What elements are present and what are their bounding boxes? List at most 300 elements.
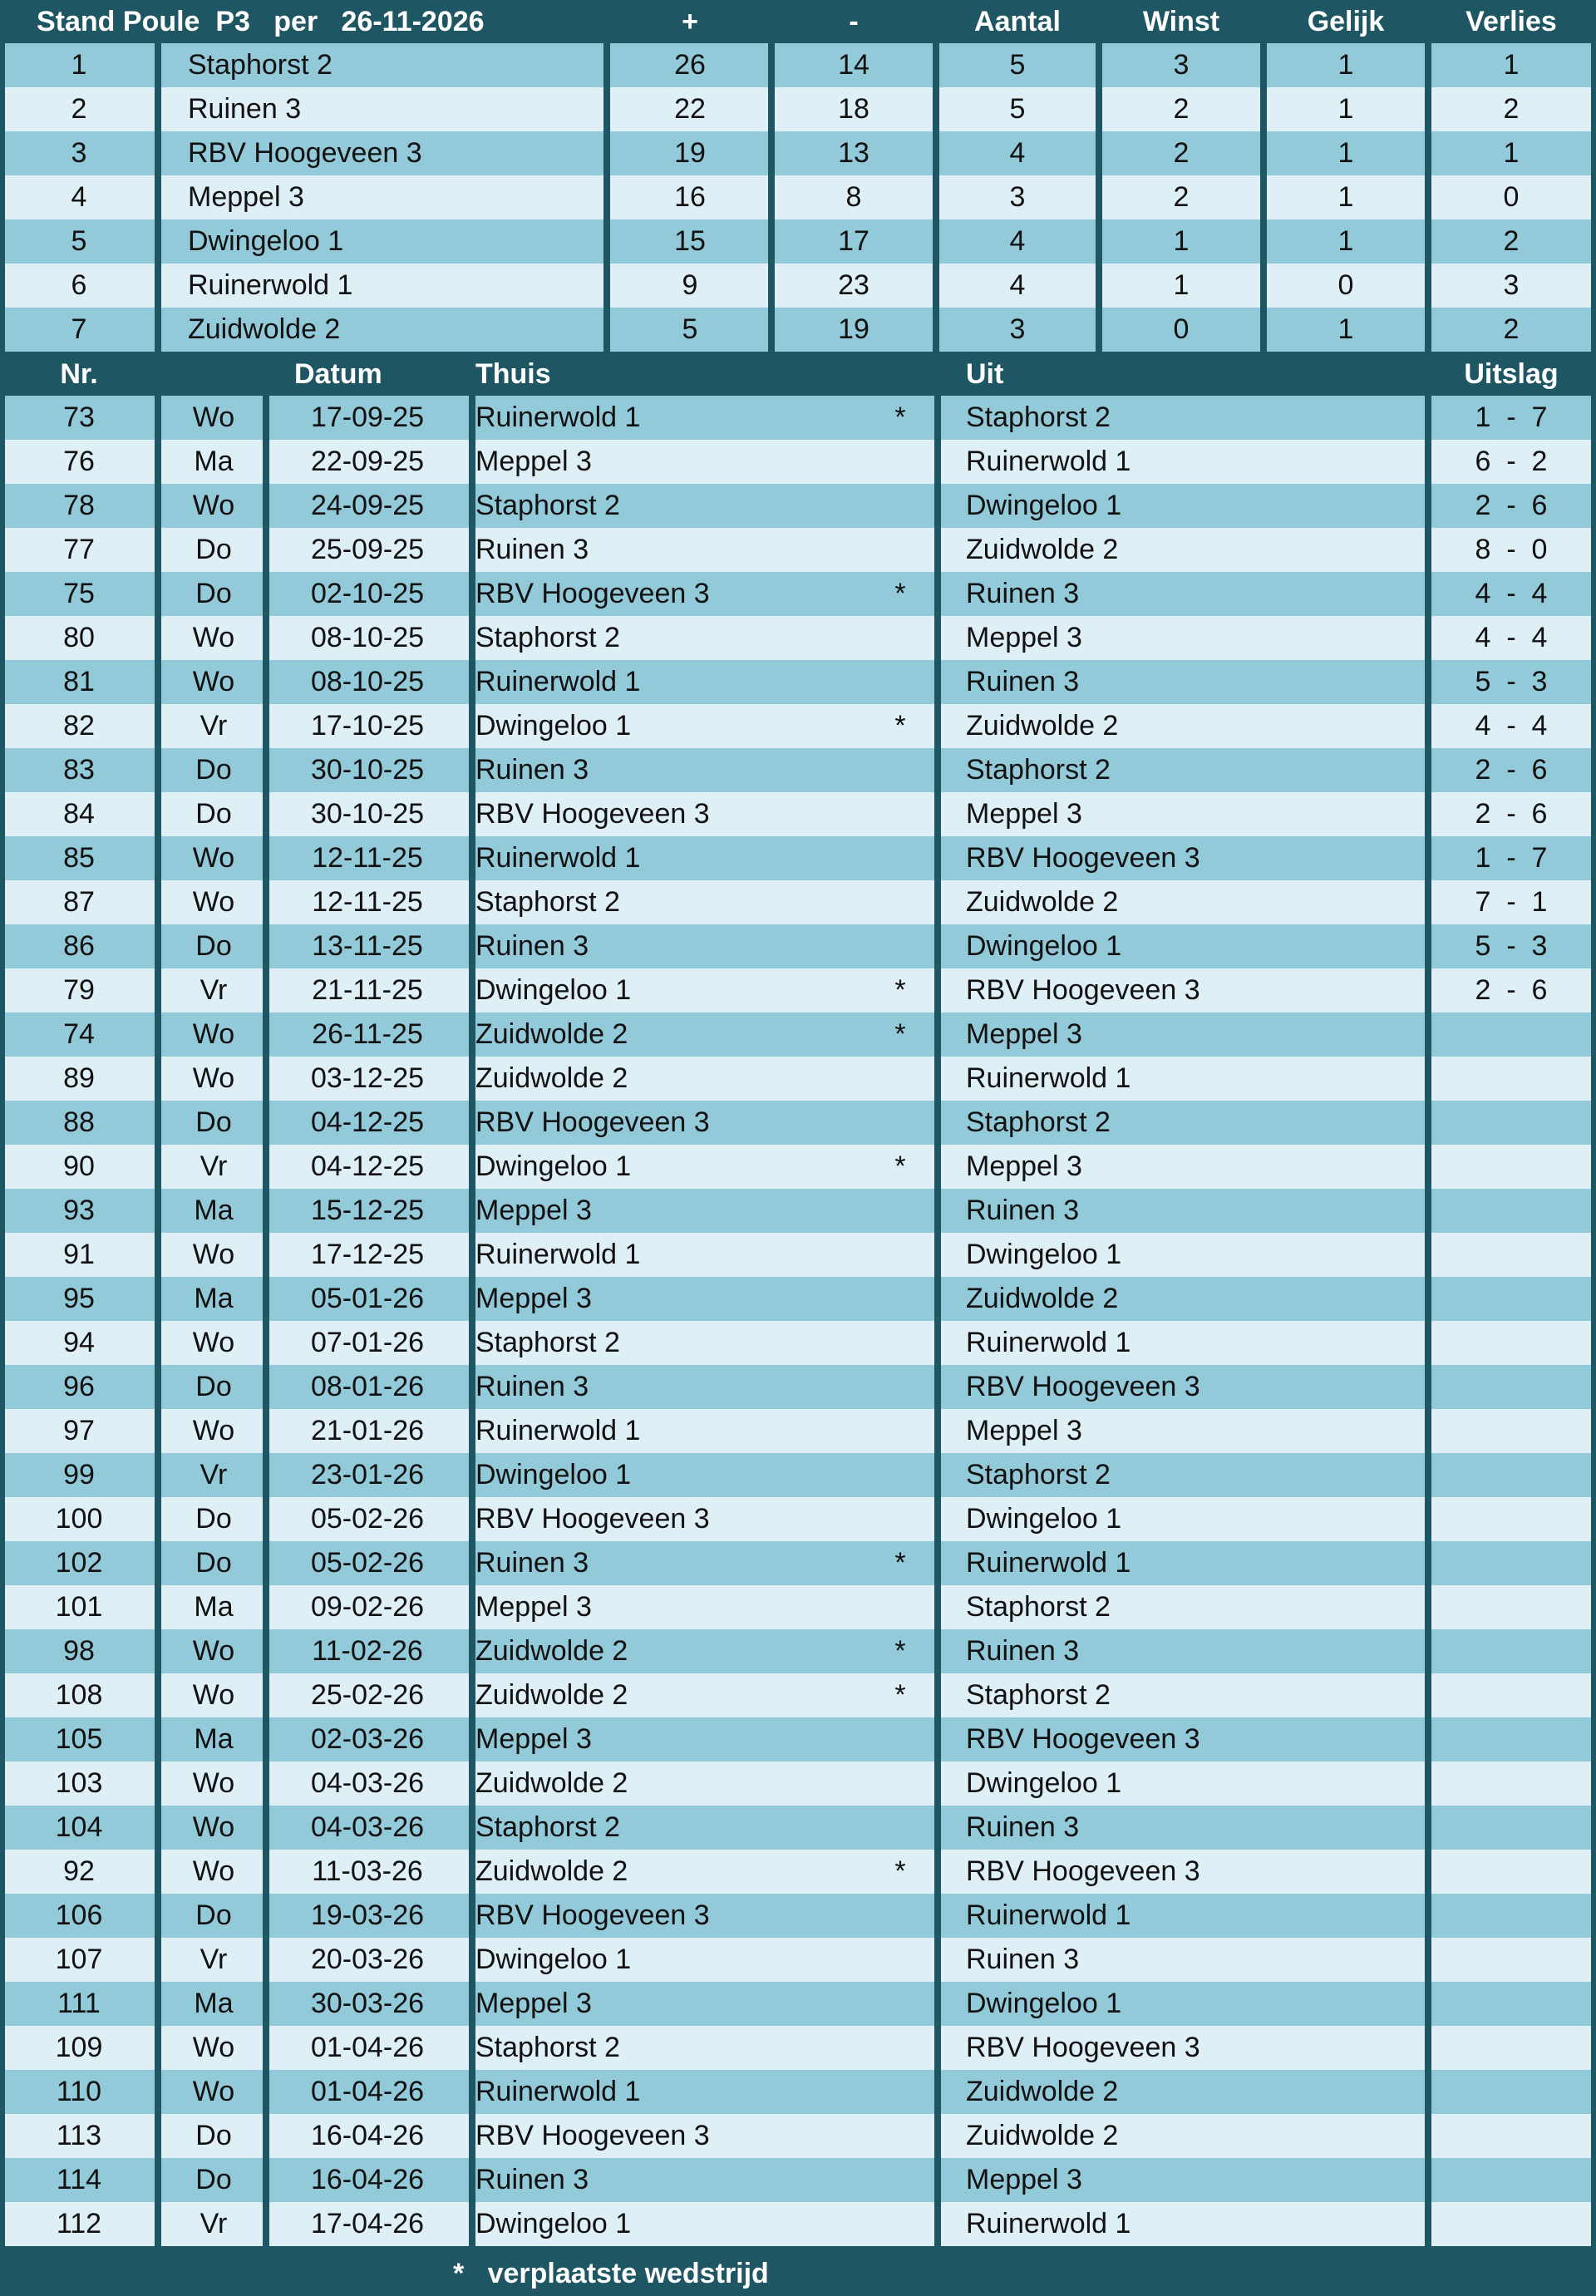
- cell-uitslag: [1431, 1497, 1591, 1541]
- cell-winst: 1: [1173, 269, 1190, 301]
- cell-dag: Ma: [194, 1723, 234, 1755]
- cell-uitslag: [1431, 2202, 1591, 2246]
- cell-dag: Ma: [194, 1195, 234, 1226]
- cell-gelijk: 1: [1337, 49, 1354, 81]
- cell-uitslag: [1431, 1321, 1591, 1365]
- cell-dag: Ma: [194, 1283, 234, 1314]
- cell-thuis: Dwingeloo 1: [475, 1944, 632, 1975]
- cell-uitslag: 2 - 6: [1475, 754, 1548, 786]
- cell-uitslag: [1431, 1057, 1591, 1101]
- cell-plus: 26: [674, 49, 706, 81]
- cell-datum: 05-01-26: [310, 1283, 425, 1314]
- cell-pos: 1: [71, 49, 87, 81]
- cell-winst: 1: [1173, 225, 1190, 257]
- cell-nr: 76: [63, 446, 95, 477]
- cell-uit: Ruinen 3: [966, 1944, 1080, 1975]
- cell-dag: Wo: [192, 1811, 235, 1843]
- cell-nr: 98: [63, 1635, 95, 1667]
- cell-uitslag: 2 - 6: [1475, 798, 1548, 830]
- cell-thuis: RBV Hoogeveen 3: [475, 1106, 710, 1138]
- cell-uitslag: [1431, 1761, 1591, 1806]
- cell-pos: 7: [71, 313, 87, 345]
- cell-ster: [876, 1717, 924, 1761]
- cell-nr: 96: [63, 1371, 95, 1402]
- schedule-row: [0, 1233, 1596, 1277]
- cell-datum: 01-04-26: [310, 2032, 425, 2063]
- schedule-row: [0, 528, 1596, 572]
- cell-team: Ruinen 3: [188, 93, 302, 125]
- header-aantal: Aantal: [974, 6, 1061, 37]
- cell-thuis: Ruinerwold 1: [475, 842, 641, 874]
- cell-plus: 22: [674, 93, 706, 125]
- cell-uitslag: [1431, 1673, 1591, 1717]
- cell-thuis: Zuidwolde 2: [475, 1018, 628, 1050]
- column-divider: [1591, 43, 1596, 2246]
- cell-dag: Do: [195, 578, 232, 609]
- schedule-row: [0, 660, 1596, 704]
- cell-pos: 3: [71, 137, 87, 169]
- cell-uit: Zuidwolde 2: [966, 2076, 1119, 2107]
- cell-uitslag: 2 - 6: [1475, 490, 1548, 521]
- cell-gelijk: 1: [1337, 313, 1354, 345]
- cell-uitslag: [1431, 1585, 1591, 1629]
- column-divider: [1425, 43, 1431, 352]
- cell-dag: Wo: [192, 402, 235, 433]
- column-divider: [155, 396, 161, 2246]
- cell-nr: 82: [63, 710, 95, 742]
- cell-uit: RBV Hoogeveen 3: [966, 1855, 1200, 1887]
- cell-ster: [876, 2114, 924, 2158]
- cell-minus: 13: [838, 137, 869, 169]
- cell-dag: Do: [195, 2120, 232, 2151]
- cell-verlies: 2: [1503, 93, 1520, 125]
- cell-datum: 12-11-25: [312, 886, 423, 918]
- cell-datum: 17-12-25: [310, 1239, 425, 1270]
- schedule-row: [0, 748, 1596, 792]
- cell-uitslag: 2 - 6: [1475, 974, 1548, 1006]
- cell-nr: 80: [63, 622, 95, 653]
- cell-nr: 103: [55, 1767, 103, 1799]
- cell-nr: 84: [63, 798, 95, 830]
- cell-uitslag: [1431, 1541, 1591, 1585]
- column-divider: [933, 43, 939, 352]
- cell-uit: Ruinerwold 1: [966, 2208, 1131, 2239]
- header-nr: Nr.: [60, 358, 98, 390]
- cell-ster: [876, 660, 924, 704]
- cell-thuis: Staphorst 2: [475, 886, 620, 918]
- cell-datum: 17-10-25: [310, 710, 425, 742]
- cell-datum: 09-02-26: [310, 1591, 425, 1623]
- schedule-row: [0, 924, 1596, 968]
- cell-uit: Meppel 3: [966, 1018, 1082, 1050]
- cell-nr: 112: [56, 2208, 102, 2239]
- cell-datum: 26-11-25: [312, 1018, 423, 1050]
- cell-minus: 17: [838, 225, 869, 257]
- cell-ster: [876, 792, 924, 836]
- cell-ster: [876, 528, 924, 572]
- cell-thuis: RBV Hoogeveen 3: [475, 1899, 710, 1931]
- cell-uitslag: [1431, 1629, 1591, 1673]
- cell-uitslag: [1431, 1894, 1591, 1938]
- cell-nr: 77: [63, 534, 95, 565]
- cell-datum: 17-04-26: [310, 2208, 425, 2239]
- schedule-row: [0, 440, 1596, 484]
- cell-uitslag: [1431, 1277, 1591, 1321]
- cell-uit: Meppel 3: [966, 798, 1082, 830]
- standings-header: [0, 0, 1596, 43]
- cell-dag: Wo: [192, 1855, 235, 1887]
- cell-ster: [876, 1057, 924, 1101]
- footer-note-bar: [0, 2251, 1596, 2296]
- cell-datum: 24-09-25: [310, 490, 425, 521]
- cell-thuis: Meppel 3: [475, 1723, 592, 1755]
- cell-thuis: Ruinen 3: [475, 754, 589, 786]
- cell-gelijk: 1: [1337, 225, 1354, 257]
- cell-thuis: Ruinen 3: [475, 930, 589, 962]
- schedule-row: [0, 396, 1596, 440]
- cell-thuis: Dwingeloo 1: [475, 710, 632, 742]
- cell-ster: [876, 836, 924, 880]
- header-uit: Uit: [966, 358, 1004, 390]
- cell-uitslag: [1431, 2158, 1591, 2202]
- cell-uit: RBV Hoogeveen 3: [966, 974, 1200, 1006]
- schedule-row: [0, 1761, 1596, 1806]
- schedule-row: [0, 1982, 1596, 2026]
- cell-nr: 100: [55, 1503, 103, 1535]
- cell-uit: Dwingeloo 1: [966, 1239, 1122, 1270]
- column-divider: [263, 396, 269, 2246]
- cell-team: Dwingeloo 1: [188, 225, 344, 257]
- cell-thuis: Ruinerwold 1: [475, 666, 641, 697]
- cell-thuis: Ruinerwold 1: [475, 1239, 641, 1270]
- cell-ster: [876, 1761, 924, 1806]
- cell-uitslag: 7 - 1: [1475, 886, 1548, 918]
- cell-dag: Do: [195, 930, 232, 962]
- standings-row: [0, 264, 1596, 308]
- cell-thuis: Zuidwolde 2: [475, 1679, 628, 1711]
- cell-uit: Dwingeloo 1: [966, 490, 1122, 521]
- cell-pos: 4: [71, 181, 87, 213]
- cell-plus: 19: [674, 137, 706, 169]
- cell-uitslag: [1431, 2070, 1591, 2114]
- schedule-row: [0, 1497, 1596, 1541]
- cell-thuis: Ruinen 3: [475, 1371, 589, 1402]
- cell-datum: 30-10-25: [310, 798, 425, 830]
- cell-dag: Do: [195, 754, 232, 786]
- cell-datum: 02-03-26: [310, 1723, 425, 1755]
- cell-uit: Ruinen 3: [966, 666, 1080, 697]
- cell-nr: 95: [63, 1283, 95, 1314]
- footer-note: * verplaatste wedstrijd: [453, 2258, 769, 2289]
- cell-thuis: RBV Hoogeveen 3: [475, 798, 710, 830]
- schedule-row: [0, 1717, 1596, 1761]
- cell-uit: Staphorst 2: [966, 1679, 1111, 1711]
- cell-uit: Zuidwolde 2: [966, 2120, 1119, 2151]
- header-plus: +: [682, 6, 698, 37]
- cell-dag: Do: [195, 534, 232, 565]
- cell-dag: Do: [195, 1547, 232, 1579]
- cell-uit: Meppel 3: [966, 622, 1082, 653]
- schedule-row: [0, 836, 1596, 880]
- cell-uitslag: 6 - 2: [1475, 446, 1548, 477]
- cell-dag: Wo: [192, 1327, 235, 1358]
- cell-uitslag: [1431, 1850, 1591, 1894]
- cell-dag: Do: [195, 798, 232, 830]
- cell-ster: [876, 1189, 924, 1233]
- schedule-row: [0, 1673, 1596, 1717]
- cell-uit: Ruinen 3: [966, 1195, 1080, 1226]
- column-divider: [1096, 43, 1102, 352]
- cell-ster: [876, 880, 924, 924]
- cell-minus: 23: [838, 269, 869, 301]
- cell-ster: [876, 2158, 924, 2202]
- cell-uit: Staphorst 2: [966, 1591, 1111, 1623]
- cell-nr: 89: [63, 1062, 95, 1094]
- cell-dag: Wo: [192, 1062, 235, 1094]
- cell-uit: Dwingeloo 1: [966, 1503, 1122, 1535]
- cell-ster: [876, 1321, 924, 1365]
- cell-thuis: Dwingeloo 1: [475, 974, 632, 1006]
- header-verlies: Verlies: [1465, 6, 1557, 37]
- cell-nr: 81: [63, 666, 95, 697]
- cell-ster: [876, 2202, 924, 2246]
- cell-ster: [876, 484, 924, 528]
- cell-thuis: Meppel 3: [475, 1195, 592, 1226]
- cell-datum: 19-03-26: [310, 1899, 425, 1931]
- cell-gelijk: 1: [1337, 137, 1354, 169]
- cell-ster: *: [894, 1018, 906, 1050]
- cell-nr: 101: [55, 1591, 103, 1623]
- cell-dag: Wo: [192, 886, 235, 918]
- cell-dag: Wo: [192, 1635, 235, 1667]
- cell-ster: [876, 1806, 924, 1850]
- cell-ster: [876, 1233, 924, 1277]
- cell-nr: 75: [63, 578, 95, 609]
- cell-uitslag: [1431, 1145, 1591, 1189]
- schedule-row: [0, 1101, 1596, 1145]
- cell-datum: 08-01-26: [310, 1371, 425, 1402]
- cell-ster: [876, 2070, 924, 2114]
- cell-uitslag: 8 - 0: [1475, 534, 1548, 565]
- cell-nr: 87: [63, 886, 95, 918]
- cell-team: Meppel 3: [188, 181, 304, 213]
- cell-datum: 05-02-26: [310, 1503, 425, 1535]
- cell-verlies: 1: [1503, 137, 1520, 169]
- cell-thuis: Staphorst 2: [475, 1811, 620, 1843]
- cell-ster: [876, 1101, 924, 1145]
- schedule-row: [0, 1894, 1596, 1938]
- schedule-row: [0, 2158, 1596, 2202]
- cell-uitslag: [1431, 1409, 1591, 1453]
- cell-uit: Zuidwolde 2: [966, 1283, 1119, 1314]
- standings-title: Stand Poule P3 per 26-11-2026: [37, 6, 485, 37]
- cell-datum: 02-10-25: [310, 578, 425, 609]
- cell-uitslag: 4 - 4: [1475, 710, 1548, 742]
- cell-datum: 22-09-25: [310, 446, 425, 477]
- cell-dag: Wo: [192, 1415, 235, 1446]
- cell-ster: *: [894, 1679, 906, 1711]
- cell-uitslag: [1431, 2026, 1591, 2070]
- cell-ster: *: [894, 1635, 906, 1667]
- cell-minus: 18: [838, 93, 869, 125]
- cell-verlies: 2: [1503, 313, 1520, 345]
- cell-gelijk: 0: [1337, 269, 1354, 301]
- cell-dag: Do: [195, 1106, 232, 1138]
- cell-nr: 107: [55, 1944, 103, 1975]
- cell-uit: Ruinerwold 1: [966, 1062, 1131, 1094]
- cell-uit: Meppel 3: [966, 2164, 1082, 2195]
- schedule-row: [0, 2026, 1596, 2070]
- cell-pos: 6: [71, 269, 87, 301]
- cell-team: Ruinerwold 1: [188, 269, 353, 301]
- standings-row: [0, 308, 1596, 352]
- cell-thuis: Meppel 3: [475, 1988, 592, 2019]
- cell-ster: [876, 1453, 924, 1497]
- cell-nr: 113: [56, 2120, 102, 2151]
- cell-aantal: 5: [1009, 49, 1026, 81]
- cell-datum: 25-09-25: [310, 534, 425, 565]
- cell-dag: Do: [195, 1503, 232, 1535]
- cell-minus: 19: [838, 313, 869, 345]
- cell-uit: Dwingeloo 1: [966, 1767, 1122, 1799]
- cell-uit: RBV Hoogeveen 3: [966, 1723, 1200, 1755]
- cell-thuis: Ruinen 3: [475, 534, 589, 565]
- cell-datum: 20-03-26: [310, 1944, 425, 1975]
- cell-datum: 04-12-25: [310, 1150, 425, 1182]
- cell-uit: Ruinen 3: [966, 1811, 1080, 1843]
- header-datum: Datum: [294, 358, 382, 390]
- cell-nr: 90: [63, 1150, 95, 1182]
- cell-nr: 110: [56, 2076, 102, 2107]
- cell-dag: Do: [195, 2164, 232, 2195]
- cell-dag: Vr: [200, 2208, 228, 2239]
- cell-uitslag: [1431, 2114, 1591, 2158]
- cell-ster: [876, 440, 924, 484]
- cell-thuis: Ruinerwold 1: [475, 2076, 641, 2107]
- cell-thuis: RBV Hoogeveen 3: [475, 578, 710, 609]
- cell-uitslag: [1431, 1938, 1591, 1982]
- cell-pos: 5: [71, 225, 87, 257]
- cell-nr: 105: [55, 1723, 103, 1755]
- cell-thuis: Meppel 3: [475, 1283, 592, 1314]
- cell-datum: 30-03-26: [310, 1988, 425, 2019]
- cell-uit: Ruinerwold 1: [966, 446, 1131, 477]
- schedule-header: [0, 352, 1596, 396]
- cell-datum: 23-01-26: [310, 1459, 425, 1490]
- header-minus: -: [849, 6, 859, 37]
- cell-nr: 94: [63, 1327, 95, 1358]
- cell-uit: Ruinerwold 1: [966, 1899, 1131, 1931]
- cell-aantal: 3: [1009, 181, 1026, 213]
- cell-ster: [876, 1585, 924, 1629]
- cell-datum: 05-02-26: [310, 1547, 425, 1579]
- cell-uit: RBV Hoogeveen 3: [966, 2032, 1200, 2063]
- cell-uit: RBV Hoogeveen 3: [966, 842, 1200, 874]
- cell-aantal: 4: [1009, 137, 1026, 169]
- cell-datum: 15-12-25: [310, 1195, 425, 1226]
- schedule-row: [0, 1938, 1596, 1982]
- cell-thuis: Dwingeloo 1: [475, 1150, 632, 1182]
- schedule-row: [0, 2070, 1596, 2114]
- cell-dag: Wo: [192, 1679, 235, 1711]
- cell-uitslag: 4 - 4: [1475, 578, 1548, 609]
- cell-thuis: Ruinerwold 1: [475, 1415, 641, 1446]
- cell-verlies: 0: [1503, 181, 1520, 213]
- cell-datum: 04-03-26: [310, 1811, 425, 1843]
- cell-uitslag: 4 - 4: [1475, 622, 1548, 653]
- schedule-row: [0, 1145, 1596, 1189]
- cell-nr: 86: [63, 930, 95, 962]
- cell-uit: Zuidwolde 2: [966, 710, 1119, 742]
- cell-uitslag: 1 - 7: [1475, 402, 1548, 433]
- cell-ster: *: [894, 1150, 906, 1182]
- cell-ster: [876, 1365, 924, 1409]
- cell-minus: 8: [845, 181, 862, 213]
- cell-datum: 16-04-26: [310, 2164, 425, 2195]
- cell-uit: Dwingeloo 1: [966, 1988, 1122, 2019]
- cell-thuis: Staphorst 2: [475, 1327, 620, 1358]
- cell-dag: Wo: [192, 666, 235, 697]
- cell-datum: 13-11-25: [312, 930, 423, 962]
- cell-thuis: Staphorst 2: [475, 490, 620, 521]
- schedule-row: [0, 1189, 1596, 1233]
- cell-ster: [876, 748, 924, 792]
- cell-winst: 3: [1173, 49, 1190, 81]
- cell-thuis: RBV Hoogeveen 3: [475, 1503, 710, 1535]
- cell-aantal: 5: [1009, 93, 1026, 125]
- cell-uit: Ruinen 3: [966, 578, 1080, 609]
- cell-ster: *: [894, 974, 906, 1006]
- cell-uit: Zuidwolde 2: [966, 534, 1119, 565]
- cell-thuis: Zuidwolde 2: [475, 1855, 628, 1887]
- cell-pos: 2: [71, 93, 87, 125]
- cell-ster: *: [894, 578, 906, 609]
- cell-dag: Wo: [192, 842, 235, 874]
- cell-uitslag: [1431, 1453, 1591, 1497]
- cell-ster: [876, 616, 924, 660]
- schedule-row: [0, 1365, 1596, 1409]
- cell-dag: Ma: [194, 1988, 234, 2019]
- cell-dag: Vr: [200, 974, 228, 1006]
- cell-nr: 99: [63, 1459, 95, 1490]
- cell-uit: RBV Hoogeveen 3: [966, 1371, 1200, 1402]
- cell-nr: 74: [63, 1018, 95, 1050]
- cell-nr: 79: [63, 974, 95, 1006]
- cell-uit: Meppel 3: [966, 1415, 1082, 1446]
- cell-ster: *: [894, 402, 906, 433]
- schedule-row: [0, 572, 1596, 616]
- cell-uitslag: 5 - 3: [1475, 930, 1548, 962]
- cell-uitslag: 5 - 3: [1475, 666, 1548, 697]
- column-divider: [768, 43, 775, 352]
- cell-uit: Ruinen 3: [966, 1635, 1080, 1667]
- cell-uitslag: 1 - 7: [1475, 842, 1548, 874]
- schedule-row: [0, 484, 1596, 528]
- cell-datum: 17-09-25: [310, 402, 425, 433]
- cell-nr: 106: [55, 1899, 103, 1931]
- cell-dag: Vr: [200, 1150, 228, 1182]
- cell-winst: 2: [1173, 137, 1190, 169]
- cell-datum: 12-11-25: [312, 842, 423, 874]
- cell-uit: Ruinerwold 1: [966, 1327, 1131, 1358]
- cell-thuis: Meppel 3: [475, 1591, 592, 1623]
- cell-plus: 15: [674, 225, 706, 257]
- cell-nr: 78: [63, 490, 95, 521]
- cell-dag: Wo: [192, 1767, 235, 1799]
- cell-thuis: Dwingeloo 1: [475, 2208, 632, 2239]
- cell-uitslag: [1431, 1101, 1591, 1145]
- cell-ster: [876, 1938, 924, 1982]
